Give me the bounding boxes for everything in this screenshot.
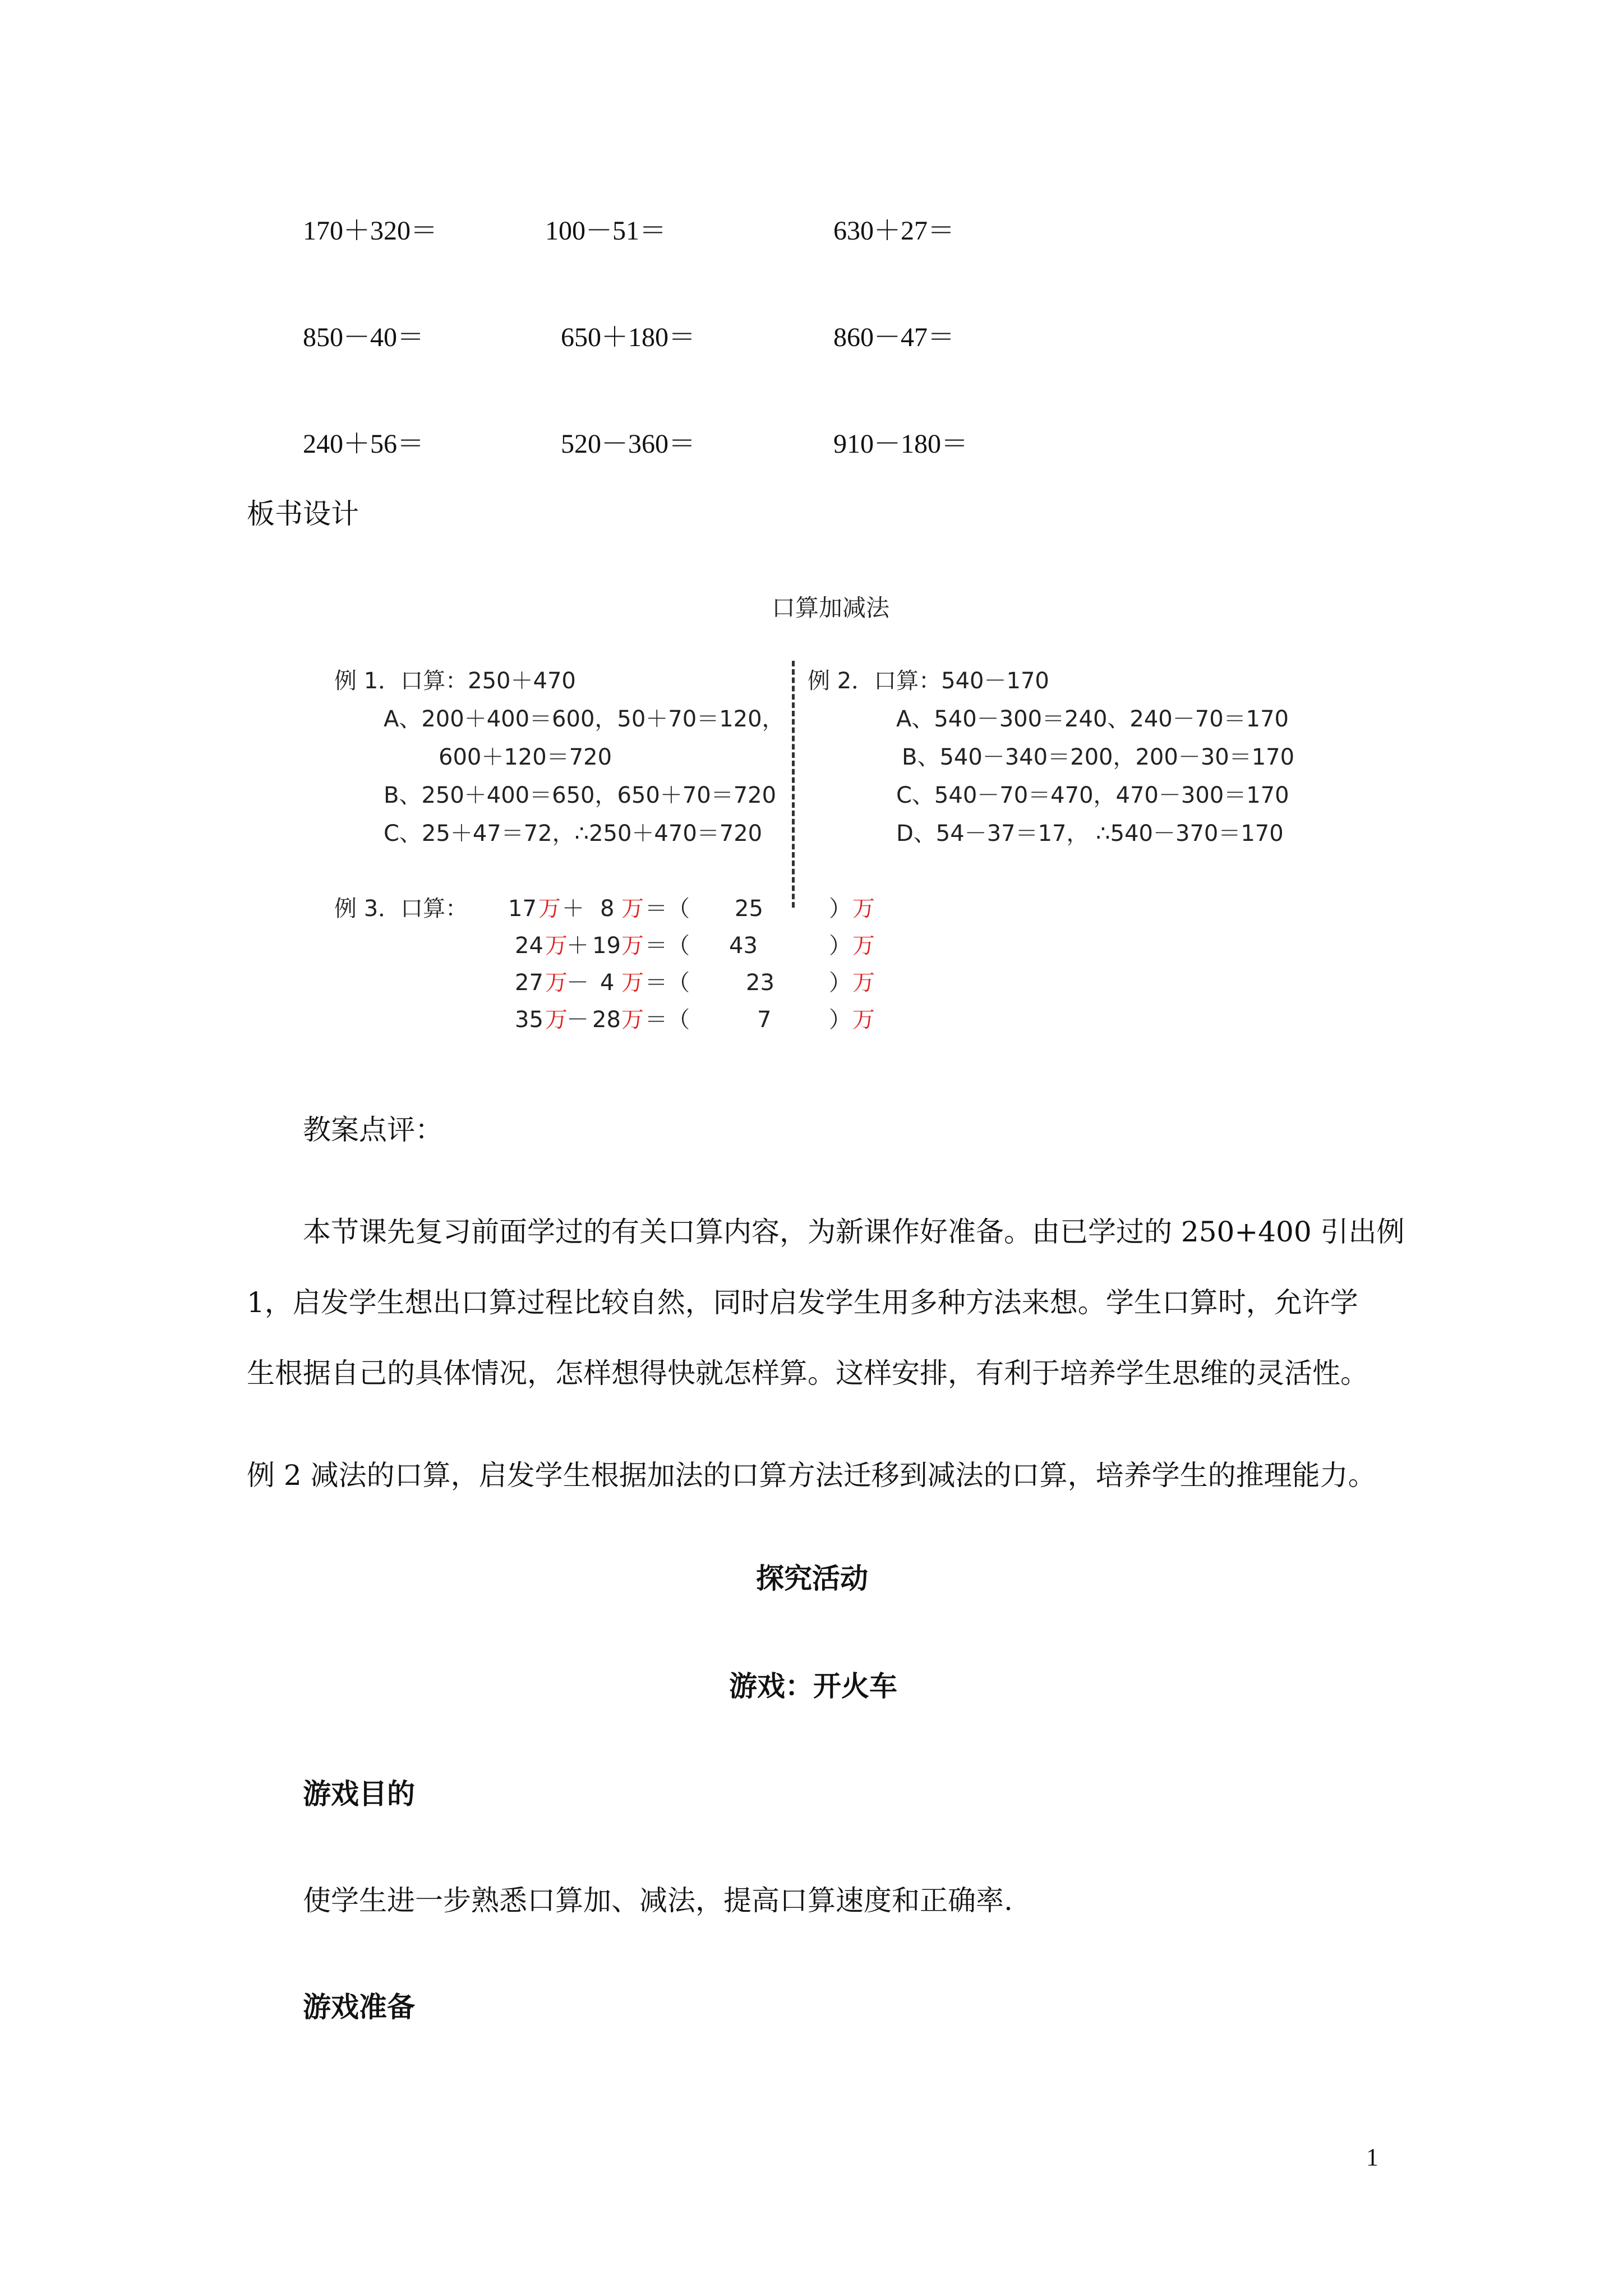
operand-a: 35 [515,1007,543,1033]
equals-open: ＝（ [645,933,690,959]
unit-wan: 万 [545,933,568,959]
operator: ＋ [562,896,584,922]
unit-wan: 万 [545,970,568,996]
unit-wan: 万 [852,896,875,922]
board-design-figure [314,583,1312,1043]
example-3-title: 例 3．口算： [334,896,468,922]
prep-heading: 游戏准备 [303,1990,415,2023]
unit-wan: 万 [621,1007,644,1033]
operator: ＋ [566,933,589,959]
close-paren: ） [829,1007,851,1033]
answer: 43 [729,933,758,959]
example-1-line: C、25＋47＝72，∴250＋470＝720 [384,821,763,846]
operand-b: 19 [592,933,621,959]
exercise-item: 170＋320＝ [303,216,438,246]
operand-b: 28 [592,1007,621,1033]
goal-text: 使学生进一步熟悉口算加、减法，提高口算速度和正确率. [303,1884,1013,1917]
operator: － [566,970,589,996]
unit-wan: 万 [621,896,644,922]
unit-wan: 万 [852,933,875,959]
review-label: 教案点评： [303,1114,443,1146]
exercise-item: 650＋180＝ [561,323,696,352]
unit-wan: 万 [545,1007,568,1033]
review-paragraph-2: 例 2 减法的口算，启发学生根据加法的口算方法迁移到减法的口算，培养学生的推理能力。 [247,1459,1376,1492]
unit-wan: 万 [621,970,644,996]
exercise-item: 630＋27＝ [833,216,955,246]
example-2-line: C、540－70＝470，470－300＝170 [896,783,1289,808]
close-paren: ） [829,970,851,996]
answer: 23 [746,970,774,996]
exercise-item: 850－40＝ [303,323,425,352]
operand-a: 17 [508,896,537,922]
board-title: 口算加减法 [772,594,890,622]
close-paren: ） [829,896,851,922]
example-1-line: B、250＋400＝650，650＋70＝720 [384,783,777,808]
paragraph-line: 本节课先复习前面学过的有关口算内容，为新课作好准备。由已学过的 250+400 引出例 [303,1216,1405,1248]
close-paren: ） [829,933,851,959]
board-design-heading: 板书设计 [247,498,359,530]
operand-a: 24 [515,933,543,959]
equals-open: ＝（ [645,1007,690,1033]
exercise-item: 240＋56＝ [303,429,425,459]
exercise-item: 520－360＝ [561,429,696,459]
example-2-line: B、540－340＝200，200－30＝170 [902,744,1295,770]
example-2-line: A、540－300＝240、240－70＝170 [896,706,1289,732]
exercise-item: 100－51＝ [545,216,667,246]
unit-wan: 万 [621,933,644,959]
example-1-title: 例 1．口算：250＋470 [334,668,576,694]
activity-title: 探究活动 [756,1562,868,1595]
example-2-line: D、54－37＝17， ∴540－370＝170 [896,821,1284,846]
exercise-item: 860－47＝ [833,323,955,352]
unit-wan: 万 [852,1007,875,1033]
answer: 25 [735,896,763,922]
example-1-line: 600＋120＝720 [439,744,612,770]
unit-wan: 万 [538,896,561,922]
paragraph-line: 生根据自己的具体情况，怎样想得快就怎样算。这样安排，有利于培养学生思维的灵活性。 [247,1357,1368,1389]
exercise-item: 910－180＝ [833,429,969,459]
example-1-line: A、200＋400＝600，50＋70＝120， [384,706,785,732]
operand-b: 4 [600,970,615,996]
dashed-divider [792,661,795,908]
page-number: 1 [1366,2143,1378,2171]
operand-b: 8 [600,896,615,922]
equals-open: ＝（ [645,896,690,922]
goal-heading: 游戏目的 [303,1777,415,1810]
paragraph-line: 1，启发学生想出口算过程比较自然，同时启发学生用多种方法来想。学生口算时，允许学 [247,1286,1358,1319]
answer: 7 [757,1007,772,1033]
example-2-title: 例 2．口算：540－170 [808,668,1049,694]
equals-open: ＝（ [645,970,690,996]
operand-a: 27 [515,970,543,996]
game-title: 游戏：开火车 [729,1669,897,1703]
operator: － [566,1007,589,1033]
unit-wan: 万 [852,970,875,996]
